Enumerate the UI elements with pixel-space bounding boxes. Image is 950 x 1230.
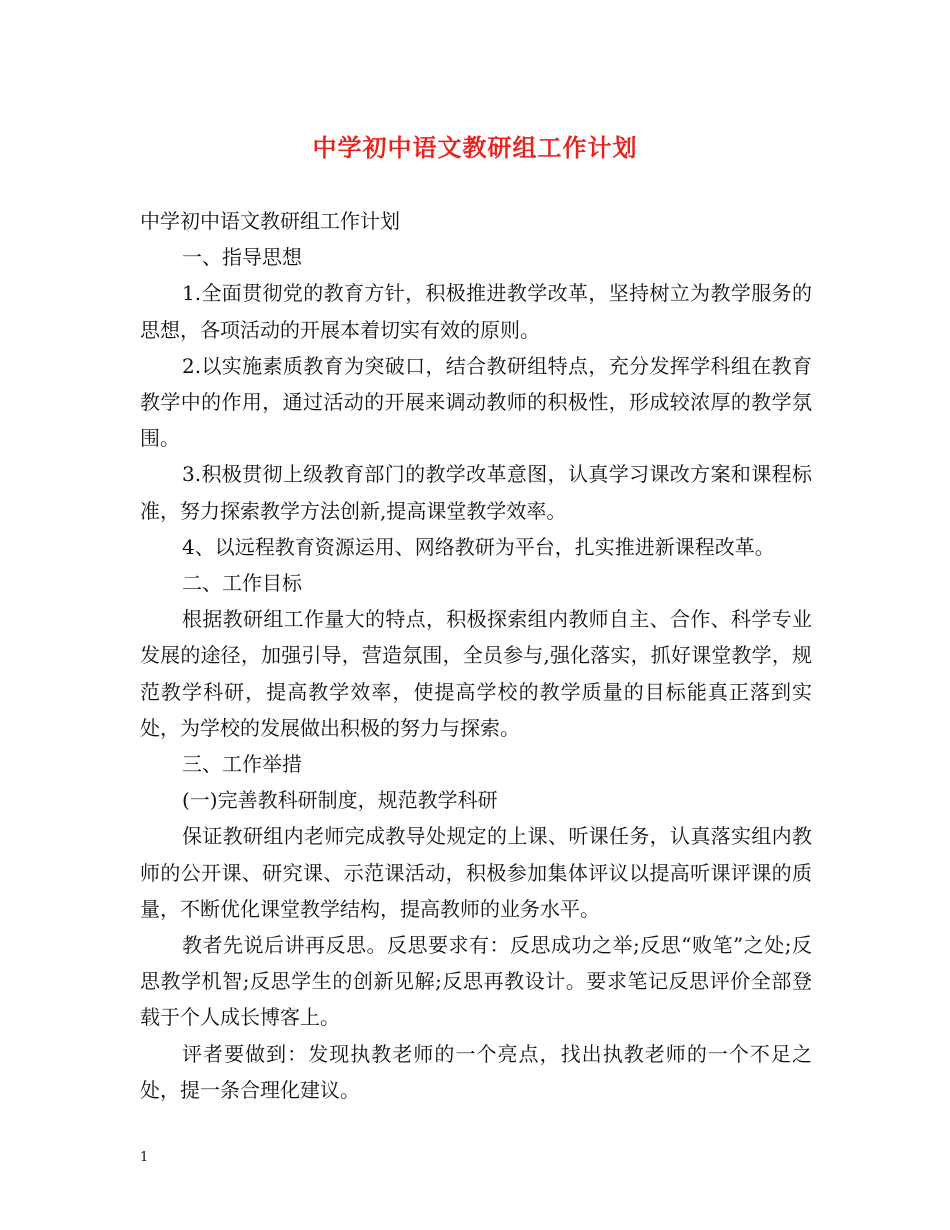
paragraph-guiding-4: 4、以远程教育资源运用、网络教研为平台，扎实推进新课程改革。 — [182, 534, 775, 559]
paragraph-guiding-2: 2.以实施素质教育为突破口，结合教研组特点，充分发挥学科组在教育教学中的作用，通过活动的开展来调动教师的积极性，形成较浓厚的教学氛围。 — [140, 353, 812, 451]
paragraph-guiding-3: 3.积极贯彻上级教育部门的教学改革意图，认真学习课改方案和课程标准，努力探索教学方法创新,提高课堂教学效率。 — [140, 462, 812, 523]
document-title: 中学初中语文教研组工作计划 — [312, 133, 638, 162]
paragraph-guiding-1: 1.全面贯彻党的教育方针，积极推进教学改革，坚持树立为教学服务的思想，各项活动的开展本着切实有效的原则。 — [140, 281, 812, 342]
page-number: 1 — [140, 1150, 149, 1165]
section-heading-work-measures: 三、工作举措 — [182, 752, 302, 777]
paragraph-measures-1: 保证教研组内老师完成教导处规定的上课、听课任务，认真落实组内教师的公开课、研究课、示范课活动，积极参加集体评议以提高听课评课的质量，不断优化课堂教学结构，提高教师的业务水平。 — [140, 824, 812, 921]
paragraph-measures-2: 教者先说后讲再反思。反思要求有：反思成功之举;反思“败笔”之处;反思教学机智;反思学生的创新见解;反思再教设计。要求笔记反思评价全部登载于个人成长博客上。 — [140, 933, 812, 1030]
paragraph-measures-3: 评者要做到：发现执教老师的一个亮点，找出执教老师的一个不足之处，提一条合理化建议。 — [140, 1041, 812, 1102]
section-heading-guiding-thought: 一、指导思想 — [182, 245, 302, 270]
subsection-heading-1: (一)完善教科研制度，规范教学科研 — [182, 788, 498, 813]
document-body — [140, 203, 812, 1108]
body-heading: 中学初中语文教研组工作计划 — [140, 209, 400, 233]
paragraph-work-goals: 根据教研组工作量大的特点，积极探索组内教师自主、合作、科学专业发展的途径，加强引导，营造氛围，全员参与,强化落实，抓好课堂教学，规范教学科研，提高教学效率，使提高学校的教学质量的目标能真正落到实处，为学校的发展做出积极的努力与探索。 — [140, 607, 812, 740]
section-heading-work-goals: 二、工作目标 — [182, 571, 302, 596]
